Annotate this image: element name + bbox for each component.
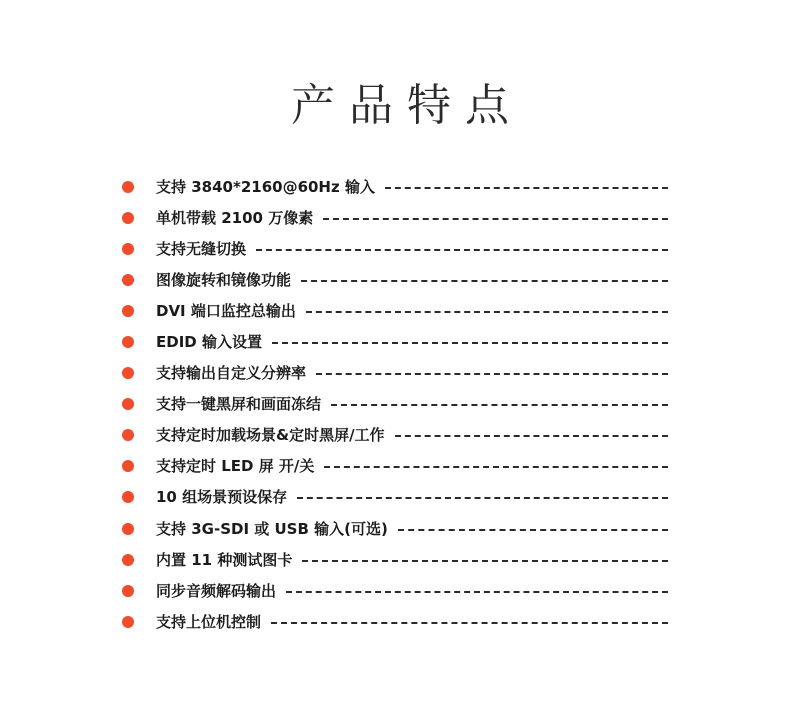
bullet-dot-icon [122,212,134,224]
list-item [120,513,668,544]
feature-text: 内置 11 种测试图卡 [156,550,293,569]
page-title: 产品特点 [291,80,523,131]
list-item [120,202,668,233]
dashed-leader [316,373,668,375]
feature-text: 图像旋转和镜像功能 [156,270,292,289]
feature-text: EDID 输入设置 [156,333,262,352]
bullet-dot-icon [122,554,134,566]
feature-text: 支持 3G-SDI 或 USB 输入(可选) [156,519,388,538]
bullet-dot-icon [122,336,134,348]
list-item [120,420,668,451]
list-item [120,544,668,575]
bullet-dot-icon [122,367,134,379]
list-item [120,482,668,513]
list-item [120,233,668,264]
feature-text: 单机带载 2100 万像素 [156,208,314,227]
feature-text: 支持一键黑屏和画面冻结 [156,395,322,414]
feature-text: 支持无缝切换 [156,239,247,258]
dashed-leader [297,497,668,499]
list-item [120,451,668,482]
list-item [120,326,668,357]
feature-text: 支持上位机控制 [156,612,262,631]
feature-text: 支持输出自定义分辨率 [156,364,307,383]
feature-text: 支持 3840*2160@60Hz 输入 [156,177,375,196]
dashed-leader [286,591,668,593]
dashed-leader [395,435,668,437]
list-item [120,606,668,637]
list-item [120,295,668,326]
list-item [120,171,668,202]
feature-text: 支持定时 LED 屏 开/关 [156,457,315,476]
bullet-dot-icon [122,243,134,255]
bullet-dot-icon [122,491,134,503]
bullet-dot-icon [122,585,134,597]
bullet-dot-icon [122,429,134,441]
dashed-leader [331,404,668,406]
dashed-leader [323,218,668,220]
bullet-dot-icon [122,616,134,628]
bullet-dot-icon [122,305,134,317]
bullet-dot-icon [122,274,134,286]
feature-text: 10 组场景预设保存 [156,488,288,507]
bullet-dot-icon [122,523,134,535]
bullet-dot-icon [122,460,134,472]
dashed-leader [385,187,668,189]
list-item [120,358,668,389]
bullet-dot-icon [122,181,134,193]
list-item [120,264,668,295]
dashed-leader [301,280,668,282]
feature-text: DVI 端口监控总输出 [156,301,296,320]
dashed-leader [302,560,668,562]
feature-list [120,171,668,637]
list-item [120,389,668,420]
dashed-leader [256,249,668,251]
dashed-leader [271,622,668,624]
list-item [120,575,668,606]
feature-text: 同步音频解码输出 [156,581,277,600]
dashed-leader [324,466,668,468]
dashed-leader [398,529,668,531]
dashed-leader [272,342,668,344]
feature-text: 支持定时加载场景&定时黑屏/工作 [156,426,385,445]
bullet-dot-icon [122,398,134,410]
dashed-leader [306,311,668,313]
